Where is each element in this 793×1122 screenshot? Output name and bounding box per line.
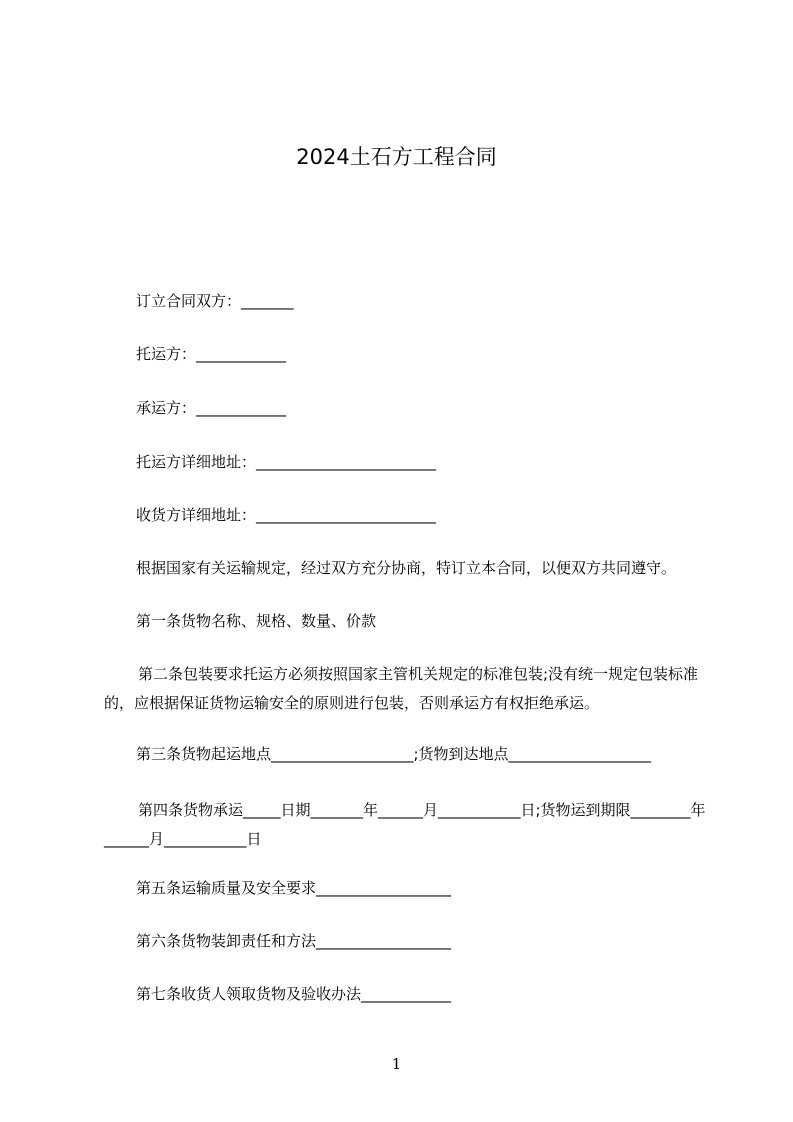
article-4: 第四条货物承运_____日期_______年______月___________日;货物运到期限________年______月___________日 [104,801,706,848]
consignee-address-line: 收货方详细地址：________________________ [136,506,437,524]
document-title: 2024土石方工程合同 [296,145,497,169]
article-6: 第六条货物装卸责任和方法__________________ [136,932,452,950]
article-2: 第二条包装要求托运方必须按照国家主管机关规定的标准包装;没有统一规定包装标准的，应根据保证货物运输安全的原则进行包装，否则承运方有权拒绝承运。 [104,665,699,712]
shipper-line: 托运方：____________ [136,345,287,363]
article-5: 第五条运输质量及安全要求__________________ [136,879,452,897]
article-1: 第一条货物名称、规格、数量、价款 [136,612,377,630]
page-number: 1 [391,1055,402,1073]
article-7: 第七条收货人领取货物及验收办法____________ [136,985,452,1003]
article-3: 第三条货物起运地点___________________;货物到达地点___________________ [136,745,652,763]
carrier-line: 承运方：____________ [136,399,287,417]
preamble-paragraph: 根据国家有关运输规定，经过双方充分协商，特订立本合同，以便双方共同遵守。 [136,559,677,577]
contract-parties-line: 订立合同双方：_______ [136,292,294,310]
shipper-address-line: 托运方详细地址：________________________ [136,453,437,471]
